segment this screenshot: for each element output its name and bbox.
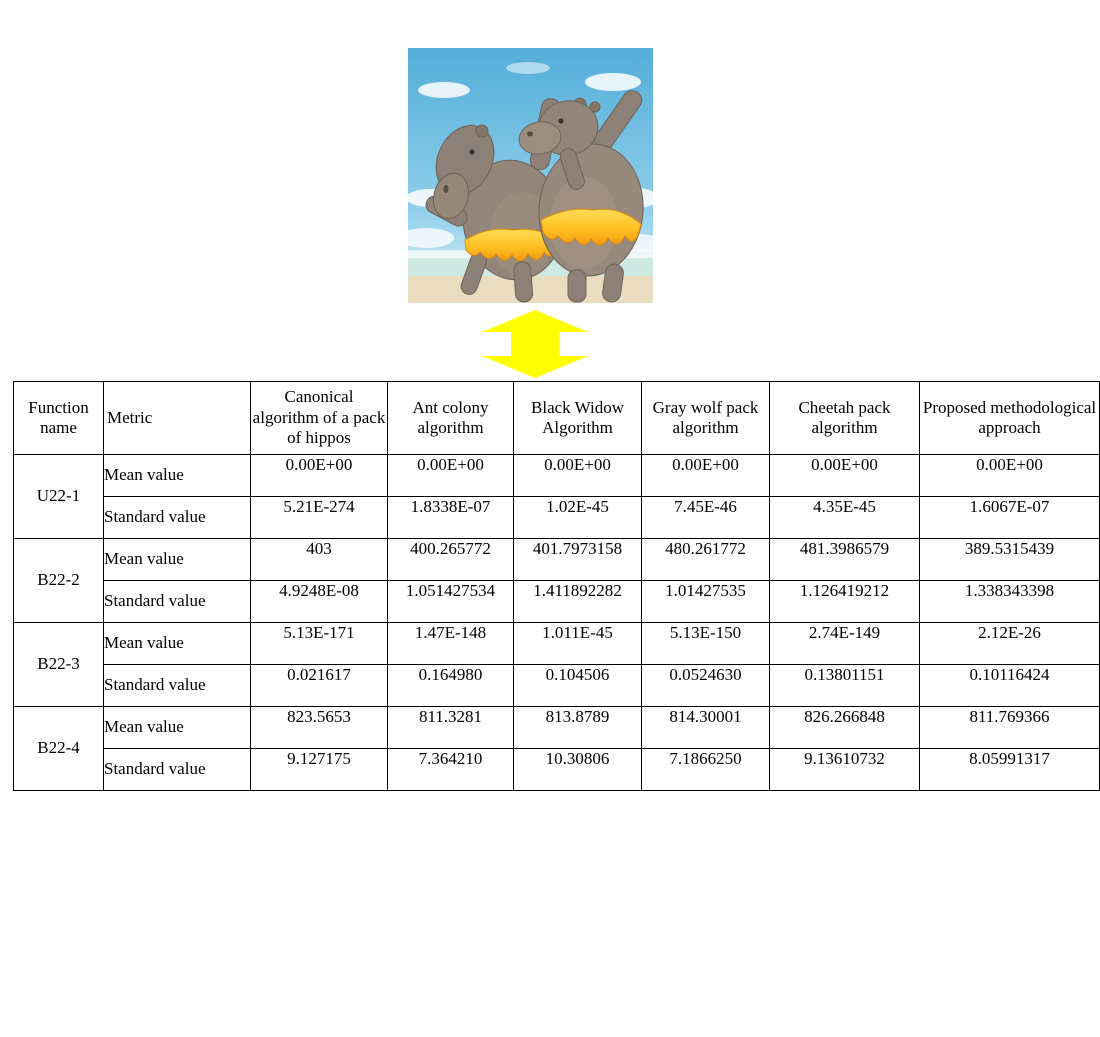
value-cell: 400.265772 bbox=[388, 539, 514, 581]
value-cell: 0.00E+00 bbox=[770, 455, 920, 497]
table-row bbox=[14, 581, 1100, 623]
value-cell: 823.5653 bbox=[251, 707, 388, 749]
value-cell: 9.13610732 bbox=[770, 749, 920, 791]
value-cell: 401.7973158 bbox=[514, 539, 642, 581]
dancing-hippos-image bbox=[408, 48, 653, 303]
value-cell: 826.266848 bbox=[770, 707, 920, 749]
table-row bbox=[14, 497, 1100, 539]
value-cell: 1.411892282 bbox=[514, 581, 642, 623]
value-cell: 0.10116424 bbox=[920, 665, 1100, 707]
value-cell: 1.126419212 bbox=[770, 581, 920, 623]
value-cell: 1.02E-45 bbox=[514, 497, 642, 539]
table-row bbox=[14, 749, 1100, 791]
value-cell: 1.338343398 bbox=[920, 581, 1100, 623]
value-cell: 811.3281 bbox=[388, 707, 514, 749]
metric-cell: Mean value bbox=[104, 707, 251, 749]
metric-cell: Mean value bbox=[104, 623, 251, 665]
value-cell: 4.35E-45 bbox=[770, 497, 920, 539]
value-cell: 5.13E-150 bbox=[642, 623, 770, 665]
results-table-wrap bbox=[13, 381, 1100, 791]
metric-cell: Standard value bbox=[104, 581, 251, 623]
value-cell: 1.01427535 bbox=[642, 581, 770, 623]
value-cell: 1.051427534 bbox=[388, 581, 514, 623]
value-cell: 7.45E-46 bbox=[642, 497, 770, 539]
value-cell: 0.104506 bbox=[514, 665, 642, 707]
value-cell: 481.3986579 bbox=[770, 539, 920, 581]
table-row bbox=[14, 539, 1100, 581]
value-cell: 0.164980 bbox=[388, 665, 514, 707]
col-header-ant-colony: Ant colony algorithm bbox=[388, 382, 514, 455]
value-cell: 8.05991317 bbox=[920, 749, 1100, 791]
value-cell: 1.47E-148 bbox=[388, 623, 514, 665]
table-row bbox=[14, 623, 1100, 665]
value-cell: 0.00E+00 bbox=[388, 455, 514, 497]
value-cell: 403 bbox=[251, 539, 388, 581]
value-cell: 4.9248E-08 bbox=[251, 581, 388, 623]
value-cell: 480.261772 bbox=[642, 539, 770, 581]
value-cell: 1.6067E-07 bbox=[920, 497, 1100, 539]
col-header-metric: Metric bbox=[104, 382, 251, 455]
table-row bbox=[14, 707, 1100, 749]
value-cell: 0.00E+00 bbox=[514, 455, 642, 497]
col-header-black-widow: Black Widow Algorithm bbox=[514, 382, 642, 455]
metric-cell: Standard value bbox=[104, 497, 251, 539]
col-header-gray-wolf: Gray wolf pack algorithm bbox=[642, 382, 770, 455]
value-cell: 5.21E-274 bbox=[251, 497, 388, 539]
metric-cell: Standard value bbox=[104, 749, 251, 791]
value-cell: 0.0524630 bbox=[642, 665, 770, 707]
function-name-cell: B22-2 bbox=[14, 539, 104, 623]
col-header-cheetah-pack: Cheetah pack algorithm bbox=[770, 382, 920, 455]
value-cell: 7.364210 bbox=[388, 749, 514, 791]
table-row bbox=[14, 455, 1100, 497]
dancing-hippos-illustration bbox=[408, 48, 653, 303]
value-cell: 811.769366 bbox=[920, 707, 1100, 749]
updown-arrow-shape bbox=[482, 310, 588, 378]
col-header-proposed-approach: Proposed methodological approach bbox=[920, 382, 1100, 455]
results-table bbox=[13, 381, 1100, 791]
value-cell: 0.021617 bbox=[251, 665, 388, 707]
value-cell: 814.30001 bbox=[642, 707, 770, 749]
col-header-canonical-hippo-algorithm: Canonical algorithm of a pack of hippos bbox=[251, 382, 388, 455]
value-cell: 7.1866250 bbox=[642, 749, 770, 791]
value-cell: 1.011E-45 bbox=[514, 623, 642, 665]
col-header-function-name: Function name bbox=[14, 382, 104, 455]
value-cell: 2.12E-26 bbox=[920, 623, 1100, 665]
value-cell: 1.8338E-07 bbox=[388, 497, 514, 539]
value-cell: 389.5315439 bbox=[920, 539, 1100, 581]
table-row bbox=[14, 665, 1100, 707]
header-row bbox=[14, 382, 1100, 455]
value-cell: 10.30806 bbox=[514, 749, 642, 791]
value-cell: 5.13E-171 bbox=[251, 623, 388, 665]
function-name-cell: B22-3 bbox=[14, 623, 104, 707]
value-cell: 0.00E+00 bbox=[642, 455, 770, 497]
function-name-cell: B22-4 bbox=[14, 707, 104, 791]
metric-cell: Mean value bbox=[104, 539, 251, 581]
metric-cell: Standard value bbox=[104, 665, 251, 707]
value-cell: 813.8789 bbox=[514, 707, 642, 749]
function-name-cell: U22-1 bbox=[14, 455, 104, 539]
updown-arrow-icon bbox=[480, 310, 590, 378]
value-cell: 0.13801151 bbox=[770, 665, 920, 707]
value-cell: 0.00E+00 bbox=[251, 455, 388, 497]
value-cell: 0.00E+00 bbox=[920, 455, 1100, 497]
value-cell: 9.127175 bbox=[251, 749, 388, 791]
metric-cell: Mean value bbox=[104, 455, 251, 497]
value-cell: 2.74E-149 bbox=[770, 623, 920, 665]
